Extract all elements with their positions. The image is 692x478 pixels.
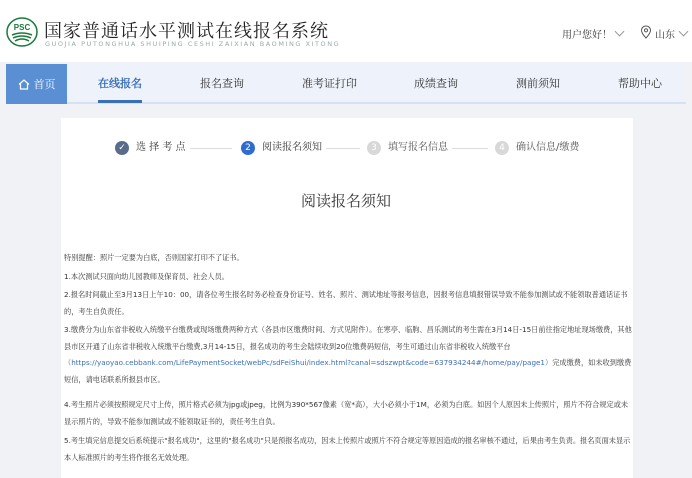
home-icon [18, 79, 30, 90]
payment-platform-link[interactable]: （https://yaoyao.cebbank.com/LifePaymentSocket/webPc/sdFeiShui/index.html?canal=sdszwpt&code=637934244#/home/pay/page1） [64, 358, 553, 368]
nav-item-registration-query[interactable]: 报名查询 [200, 77, 244, 90]
site-title-pinyin: GUOJIA PUTONGHUA SHUIPING CESHI ZAIXIAN BAOMING XITONG [45, 40, 341, 48]
step-connector [452, 148, 488, 149]
nav-item-label: 首页 [33, 78, 56, 91]
step-1-label: 选 择 考 点 [136, 142, 186, 153]
notice-item-5: 5.考生填完信息提交后系统提示"报名成功"，这里的"报名成功"只是预报名成功，因未上传照片或照片不符合规定等原因造成的报名审核不通过，后果由考生负责。报名页面未显示本人标准照片的考生将作报名无效处理。 [64, 436, 631, 462]
nav-item-online-registration[interactable]: 在线报名 [98, 77, 142, 90]
step-2-label: 阅读报名须知 [262, 142, 322, 153]
psc-logo-icon[interactable] [6, 17, 38, 47]
step-4-label: 确认信息/缴费 [516, 142, 580, 153]
step-1-check-icon: ✓ [115, 141, 129, 155]
page-title: 阅读报名须知 [300, 192, 391, 210]
notice-item-3 [64, 322, 634, 388]
step-3-number: 3 [367, 141, 381, 155]
notice-item-3-tail: 完成缴费，如未收到缴费短信，请电话联系所报县市区。 [64, 358, 632, 384]
step-connector [190, 148, 232, 149]
user-greeting[interactable]: 用户您好！ [562, 30, 612, 41]
step-4-number: 4 [495, 141, 509, 155]
location-pin-icon [640, 25, 652, 39]
nav-item-home[interactable] [6, 64, 67, 104]
step-connector [326, 148, 360, 149]
notice-item-4: 4.考生照片必须按照规定尺寸上传，照片格式必须为jpg或jpeg，比例为390*567像素（宽*高），大小必须小于1M，必须为白底。如因个人原因未上传照片，照片不符合规定或未显示照片的，导致不能参加测试或不能领取证书的，责任考生自负。 [64, 400, 629, 426]
nav-item-help-center[interactable]: 帮助中心 [618, 77, 662, 90]
notice-special-reminder: 特别提醒：照片一定要为白底，否则国家打印不了证书。 [64, 253, 244, 262]
psc-logo-text: PSC [13, 23, 31, 32]
nav-item-score-query[interactable]: 成绩查询 [414, 77, 458, 90]
notice-item-3-text: 3.缴费分为山东省非税收入统缴平台缴费或现场缴费两种方式（各县市区缴费时间、方式见附件）。在寒亭、临朐、昌乐测试的考生需在3月14日-15日前往指定地址现场缴费，其他县市区开通了山东省非税收入统缴平台缴费,3月14-15日，报名成功的考生会陆续收到20位缴费码短信，考生可通过山东省非税收入统缴平台 [64, 325, 632, 351]
main-nav [6, 64, 686, 104]
chevron-down-icon[interactable] [615, 27, 625, 37]
nav-active-indicator [98, 100, 142, 103]
site-title: 国家普通话水平测试在线报名系统 [44, 21, 329, 42]
chevron-down-icon[interactable] [679, 27, 689, 37]
location-selector[interactable]: 山东 [655, 30, 675, 41]
notice-item-2: 2.报名时间截止至3月13日上午10：00，请各位考生报名时务必检查身份证号、姓名、照片、测试地址等报考信息，因报考信息填报错误导致不能参加测试或不能领取普通话证书的，考生自负责任。 [64, 290, 628, 316]
header [0, 0, 692, 62]
nav-item-test-notice[interactable]: 测前须知 [516, 77, 560, 90]
nav-item-admission-ticket[interactable]: 准考证打印 [302, 77, 357, 90]
step-3-label: 填写报名信息 [388, 142, 448, 153]
step-2-number: 2 [241, 141, 255, 155]
notice-item-1: 1.本次测试只面向幼儿园教师及保育员、社会人员。 [64, 272, 229, 281]
